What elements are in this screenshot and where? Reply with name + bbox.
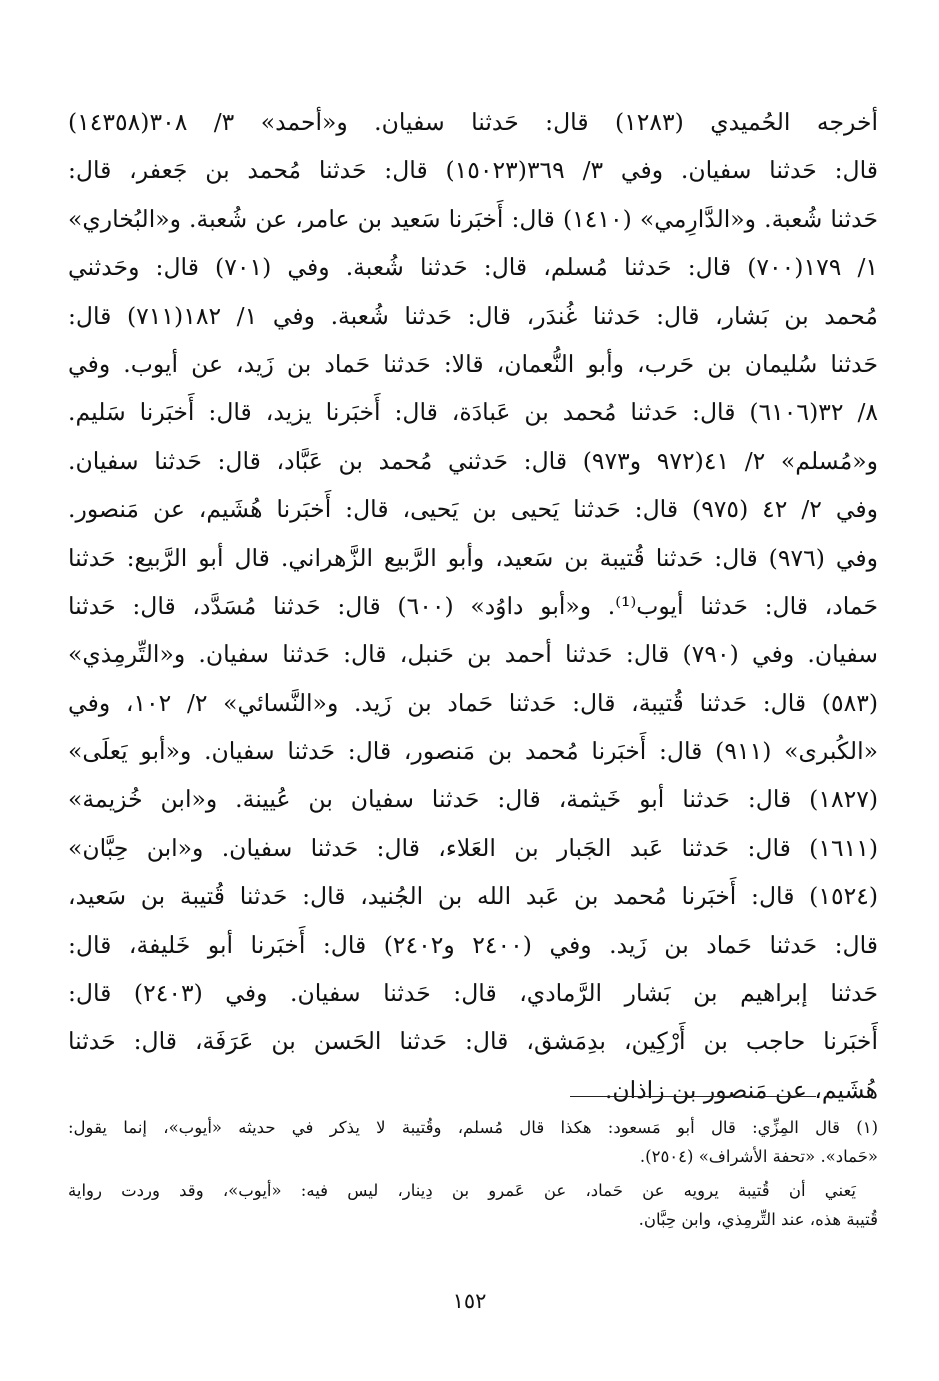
footnote-line: يَعني أن قُتيبة يرويه عن حَماد، عن عَمرو بن دِينار، ليس فيه: «أيوب»، وقد وردت رواية <box>68 1181 856 1200</box>
text-line: حَماد، قال: حَدثنا أيوب⁽¹⁾. و«أبو داوُد» (٦٠٠) قال: حَدثنا مُسَدَّد، قال: حَدثنا <box>68 591 878 620</box>
text-line: أخرجه الحُميدي (١٢٨٣) قال: حَدثنا سفيان. و«أحمد» ٣/ ٣٠٨(١٤٣٥٨) <box>68 108 878 136</box>
main-text-block <box>68 98 878 1114</box>
text-line: حَدثنا إبراهيم بن بَشار الرَّمادي، قال: حَدثنا سفيان. وفي (٢٤٠٣) قال: <box>68 979 878 1008</box>
text-line: قال: حَدثنا حَماد بن زَيد. وفي (٢٤٠٠ و٢٤٠٢) قال: أَخبَرنا أبو خَليفة، قال: <box>68 930 878 959</box>
text-line: ٨/ ٣٢(٦١٠٦) قال: حَدثنا مُحمد بن عَبادَة، قال: أَخبَرنا يزيد، قال: أَخبَرنا سَليم. <box>68 398 878 427</box>
text-line: (٥٨٣) قال: حَدثنا قُتيبة، قال: حَدثنا حَماد بن زَيد. و«النَّسائي» ٢/ ١٠٢، وفي <box>68 688 878 717</box>
text-line: وفي ٢/ ٤٢ (٩٧٥) قال: حَدثنا يَحيى بن يَحيى، قال: أَخبَرنا هُشَيم، عن مَنصور. <box>68 495 878 524</box>
text-line: سفيان. وفي (٧٩٠) قال: حَدثنا أحمد بن حَنبل، قال: حَدثنا سفيان. و«التِّرمِذي» <box>68 640 878 669</box>
text-line: (١٨٢٧) قال: حَدثنا أبو خَيثمة، قال: حَدثنا سفيان بن عُيينة. و«ابن خُزيمة» <box>68 785 878 814</box>
footnote-line: (١) قال المِزِّي: قال أبو مَسعود: هكذا قال مُسلم، وقُتيبة لا يذكر في حديثه «أيوب»، إنما يقول: <box>68 1118 878 1137</box>
text-line: حَدثنا سُليمان بن حَرب، وأبو النُّعمان، قالا: حَدثنا حَماد بن زَيد، عن أيوب. وفي <box>68 349 878 378</box>
page-number: ١٥٢ <box>452 1289 487 1313</box>
text-line: وفي (٩٧٦) قال: حَدثنا قُتيبة بن سَعيد، وأبو الرَّبيع الزَّهراني. قال أبو الرَّبيع: حَدثنا <box>68 543 878 572</box>
text-line: «الكُبرى» (٩١١) قال: أَخبَرنا مُحمد بن مَنصور، قال: حَدثنا سفيان. و«أبو يَعلَى» <box>68 737 878 766</box>
text-line: مُحمد بن بَشار، قال: حَدثنا غُندَر، قال: حَدثنا شُعبة. وفي ١/ ١٨٢(٧١١) قال: <box>68 301 878 330</box>
text-line: (١٦١١) قال: حَدثنا عَبد الجَبار بن العَلاء، قال: حَدثنا سفيان. و«ابن حِبَّان» <box>68 833 878 862</box>
text-line: أَخبَرنا حاجب بن أَرْكِين، بدِمَشق، قال: حَدثنا الحَسن بن عَرَفَة، قال: حَدثنا <box>68 1027 878 1056</box>
footnote-line: «حَماد». «تحفة الأشراف» (٢٥٠٤). <box>639 1146 878 1166</box>
text-line: (١٥٢٤) قال: أَخبَرنا مُحمد بن عَبد الله بن الجُنيد، قال: حَدثنا قُتيبة بن سَعيد، <box>68 882 878 911</box>
text-line: قال: حَدثنا سفيان. وفي ٣/ ٣٦٩(١٥٠٢٣) قال: حَدثنا مُحمد بن جَعفر، قال: <box>68 156 878 185</box>
text-line: ١/ ١٧٩(٧٠٠) قال: حَدثنا مُسلم، قال: حَدثنا شُعبة. وفي (٧٠١) قال: وحَدثني <box>68 253 878 282</box>
footnote-divider <box>570 1096 816 1097</box>
text-line: حَدثنا شُعبة. و«الدَّارِمي» (١٤١٠) قال: أَخبَرنا سَعيد بن عامر، عن شُعبة. و«البُخاري» <box>68 204 878 233</box>
text-line: هُشَيم، عن مَنصور بن زاذان. <box>604 1075 878 1104</box>
footnotes-block <box>68 1114 878 1234</box>
text-line: و«مُسلم» ٢/ ٤١(٩٧٢ و٩٧٣) قال: حَدثني مُحمد بن عَبَّاد، قال: حَدثنا سفيان. <box>68 446 878 475</box>
footnote-line: قُتيبة هذه، عند التِّرمِذي، وابن حِبَّان. <box>638 1209 878 1229</box>
